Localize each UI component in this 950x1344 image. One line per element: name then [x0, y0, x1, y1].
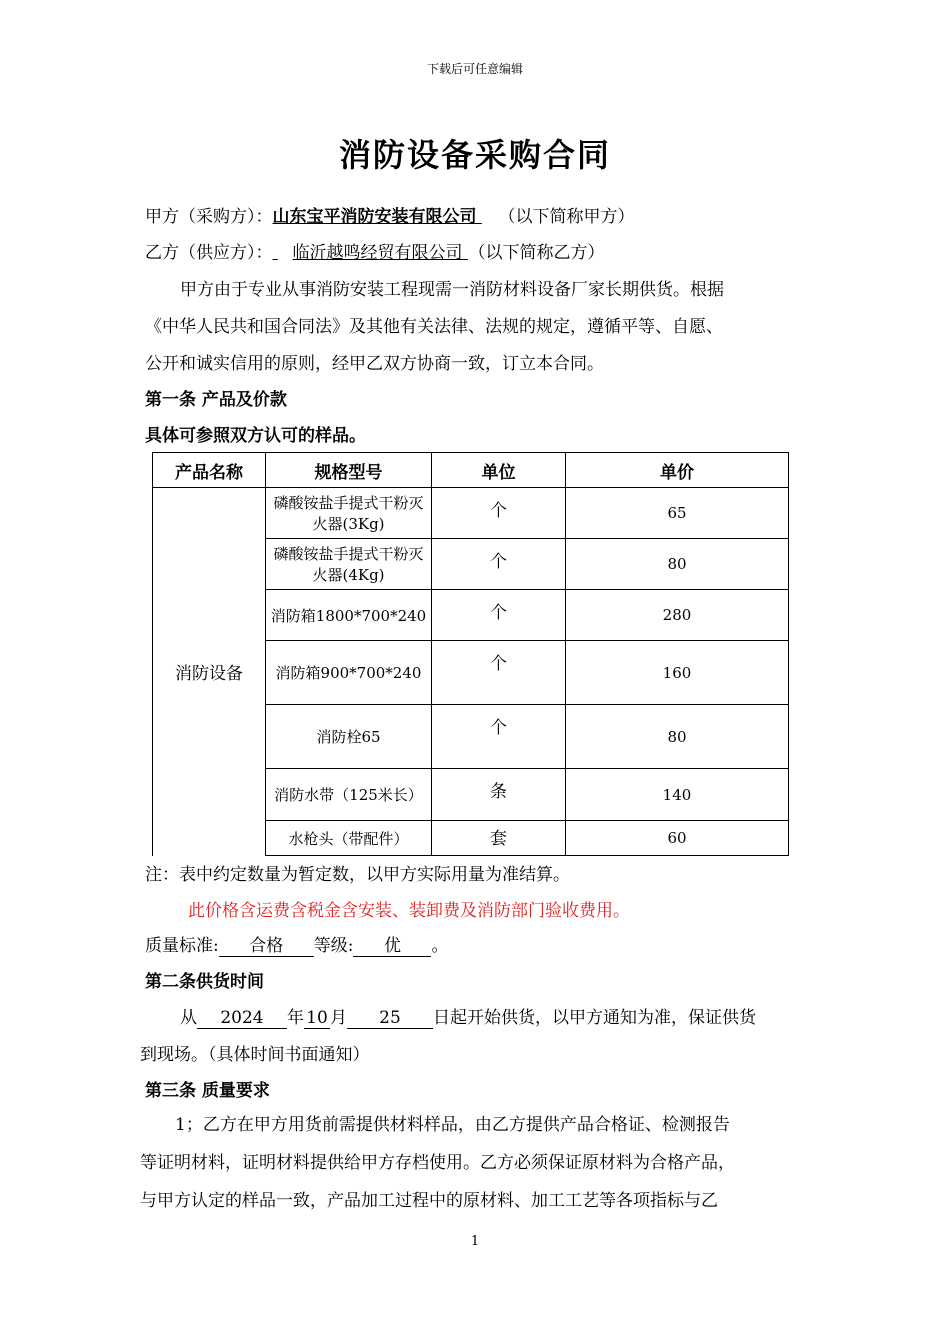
header-price: 单价 — [566, 453, 789, 488]
spec-cell: 磷酸铵盐手提式干粉灭火器(3Kg) — [266, 488, 432, 539]
spec-cell: 消防箱900*700*240 — [266, 641, 432, 705]
party-b-label: 乙方（供应方）： — [145, 243, 273, 263]
supply-month: 10 — [304, 1008, 330, 1029]
article-3-line-3: 与甲方认定的样品一致，产品加工过程中的原材料、加工工艺等各项指标与乙 — [140, 1191, 718, 1211]
price-cell: 80 — [566, 705, 789, 769]
quality-line — [145, 931, 448, 957]
unit-cell: 个 — [432, 641, 566, 705]
page-header: 下载后可任意编辑 — [426, 62, 523, 76]
spec-cell: 消防水带（125米长） — [266, 769, 432, 821]
price-cell: 280 — [566, 590, 789, 641]
unit-cell: 个 — [432, 488, 566, 539]
supply-year: 2024 — [197, 1008, 287, 1029]
header-unit: 单位 — [432, 453, 566, 488]
party-a-label: 甲方（采购方）： — [145, 207, 273, 227]
price-cell: 60 — [566, 821, 789, 856]
intro-line-2: 《中华人民共和国合同法》及其他有关法律、法规的规定，遵循平等、自愿、 — [145, 317, 723, 337]
category-cell: 消防设备 — [153, 488, 266, 856]
page-number: 1 — [470, 1234, 480, 1249]
quality-end: 。 — [431, 936, 449, 956]
table-note: 注：表中约定数量为暂定数，以甲方实际用量为准结算。 — [145, 865, 570, 885]
unit-cell: 个 — [432, 590, 566, 641]
article-2-title: 第二条供货时间 — [145, 972, 264, 992]
year-label: 年 — [287, 1008, 304, 1028]
article-1-title: 第一条 产品及价款 — [145, 390, 287, 410]
intro-line-1: 甲方由于专业从事消防安装工程现需一消防材料设备厂家长期供货。根据 — [180, 280, 724, 300]
price-cell: 65 — [566, 488, 789, 539]
table-row — [153, 488, 789, 539]
unit-cell: 个 — [432, 705, 566, 769]
article-1-subtitle: 具体可参照双方认可的样品。 — [145, 426, 366, 446]
contract-title: 消防设备采购合同 — [338, 136, 611, 174]
table-header-row — [153, 453, 789, 488]
price-cell: 80 — [566, 539, 789, 590]
month-label: 月 — [330, 1008, 347, 1028]
party-a-underline-pad — [477, 207, 499, 227]
party-a-line — [145, 202, 635, 227]
price-cell: 140 — [566, 769, 789, 821]
supply-suffix: 日起开始供货，以甲方通知为准，保证供货 — [433, 1008, 756, 1028]
supply-prefix: 从 — [180, 1008, 197, 1028]
article-3-line-1: 1；乙方在甲方用货前需提供材料样品，由乙方提供产品合格证、检测报告 — [175, 1115, 730, 1135]
article-3-title: 第三条 质量要求 — [145, 1081, 270, 1101]
supply-day: 25 — [347, 1008, 433, 1029]
spec-cell: 磷酸铵盐手提式干粉灭火器(4Kg) — [266, 539, 432, 590]
header-spec: 规格型号 — [266, 453, 432, 488]
product-table — [152, 452, 789, 856]
party-b-underline-pad — [273, 243, 293, 263]
unit-cell: 个 — [432, 539, 566, 590]
header-product-name: 产品名称 — [153, 453, 266, 488]
quality-label: 质量标准: — [145, 936, 219, 956]
spec-cell: 水枪头（带配件） — [266, 821, 432, 856]
grade-label: 等级: — [313, 936, 354, 956]
party-b-name: 临沂越鸣经贸有限公司 — [292, 243, 463, 263]
intro-line-3: 公开和诚实信用的原则，经甲乙双方协商一致，订立本合同。 — [145, 354, 604, 374]
party-a-name: 山东宝平消防安装有限公司 — [272, 207, 477, 227]
supply-date-line — [180, 1003, 756, 1029]
unit-cell: 套 — [432, 821, 566, 856]
party-b-suffix: （以下简称乙方） — [468, 243, 605, 263]
quality-value: 合格 — [219, 936, 314, 957]
supply-line-2: 到现场。（具体时间书面通知） — [140, 1045, 370, 1065]
spec-cell: 消防栓65 — [266, 705, 432, 769]
party-b-line — [145, 238, 605, 263]
grade-value: 优 — [353, 936, 431, 957]
spec-cell: 消防箱1800*700*240 — [266, 590, 432, 641]
price-cell: 160 — [566, 641, 789, 705]
unit-cell: 条 — [432, 769, 566, 821]
price-note: 此价格含运费含税金含安装、装卸费及消防部门验收费用。 — [188, 901, 630, 921]
party-a-suffix: （以下简称甲方） — [498, 207, 635, 227]
article-3-line-2: 等证明材料，证明材料提供给甲方存档使用。乙方必须保证原材料为合格产品， — [140, 1153, 735, 1173]
